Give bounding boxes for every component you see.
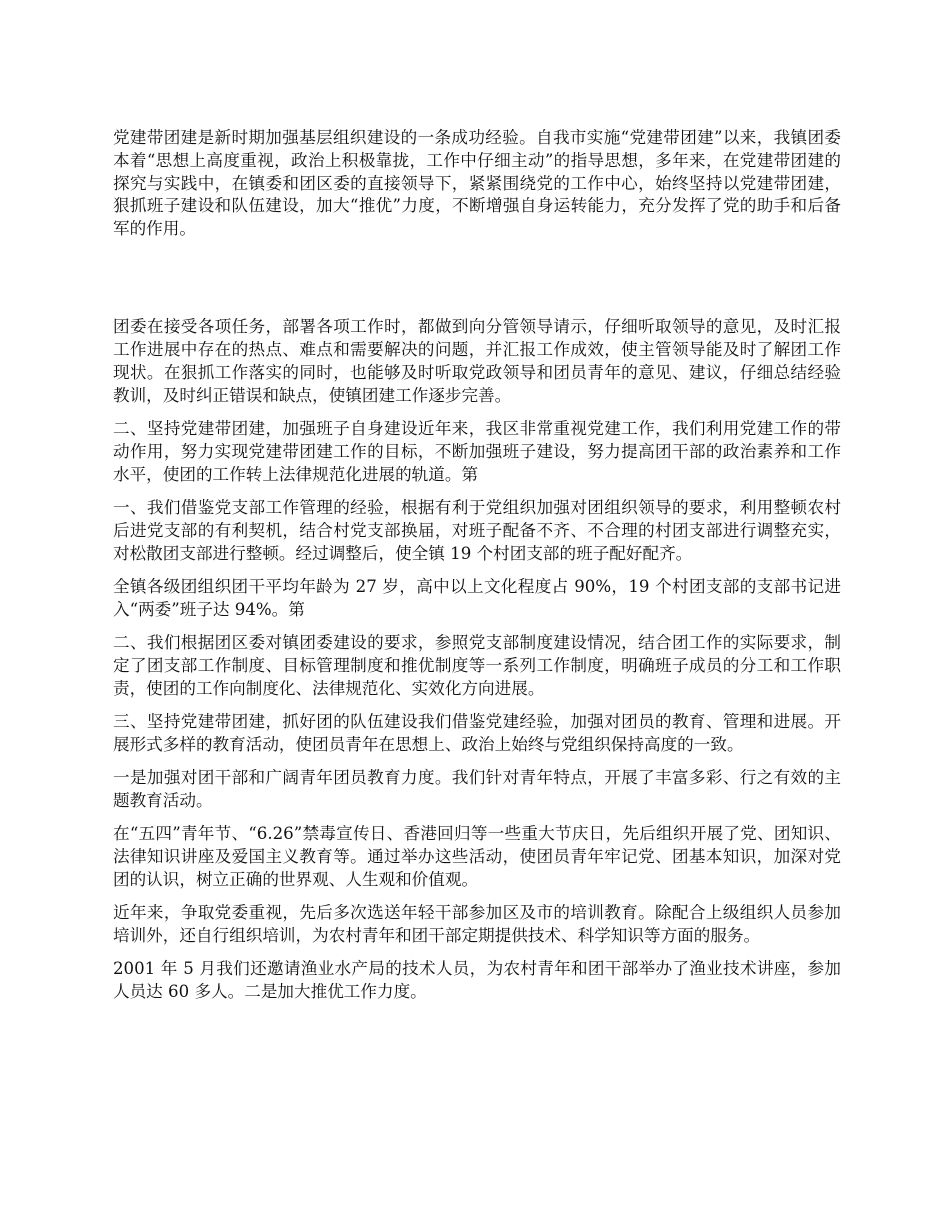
document-page [113,127,841,1014]
blank-gap [113,251,841,316]
paragraph-statistics: 全镇各级团组织团干平均年龄为 27 岁，高中以上文化程度占 90%，19 个村团支部的支部书记进入“两委”班子达 94%。第 [113,576,841,619]
paragraph-reporting: 团委在接受各项任务，部署各项工作时，都做到向分管领导请示，仔细听取领导的意见，及时汇报工作进展中存在的热点、难点和需要解决的问题，并汇报工作成效，使主管领导能及时了解团工作现状。在狠抓工作落实的同时，也能够及时听取党政领导和团员青年的意见、建议，仔细总结经验教训，及时纠正错误和缺点，使镇团建工作逐步完善。 [113,317,841,405]
paragraph-section-three: 三、坚持党建带团建，抓好团的队伍建设我们借鉴党建经验，加强对团员的教育、管理和进展。开展形式多样的教育活动，使团员青年在思想上、政治上始终与党组织保持高度的一致。 [113,711,841,754]
paragraph-activities: 在“五四”青年节、“6.26”禁毒宣传日、香港回归等一些重大节庆日，先后组织开展了党、团知识、法律知识讲座及爱国主义教育等。通过举办这些活动，使团员青年牢记党、团基本知识，加深对党团的认识，树立正确的世界观、人生观和价值观。 [113,824,841,889]
paragraph-item-two: 二、我们根据团区委对镇团委建设的要求，参照党支部制度建设情况，结合团工作的实际要求，制定了团支部工作制度、目标管理制度和推优制度等一系列工作制度，明确班子成员的分工和工作职责，使团的工作向制度化、法律规范化、实效化方向进展。 [113,633,841,698]
paragraph-item-one: 一、我们借鉴党支部工作管理的经验，根据有利于党组织加强对团组织领导的要求，利用整顿农村后进党支部的有利契机，结合村党支部换届，对班子配备不齐、不合理的村团支部进行调整充实，对松散团支部进行整顿。经过调整后，使全镇 19 个村团支部的班子配好配齐。 [113,498,841,563]
paragraph-training: 近年来，争取党委重视，先后多次选送年轻干部参加区及市的培训教育。除配合上级组织人员参加培训外，还自行组织培训，为农村青年和团干部定期提供技术、科学知识等方面的服务。 [113,903,841,945]
paragraph-intro: 党建带团建是新时期加强基层组织建设的一条成功经验。自我市实施“党建带团建”以来，我镇团委本着“思想上高度重视，政治上积极靠拢，工作中仔细主动”的指导思想，多年来，在党建带团建的探究与实践中，在镇委和团区委的直接领导下，紧紧围绕党的工作中心，始终坚持以党建带团建，狠抓班子建设和队伍建设，加大“推优”力度，不断增强自身运转能力，充分发挥了党的助手和后备军的作用。 [113,128,841,239]
paragraph-education: 一是加强对团干部和广阔青年团员教育力度。我们针对青年特点，开展了丰富多彩、行之有效的主题教育活动。 [113,768,841,810]
paragraph-fishery: 2001 年 5 月我们还邀请渔业水产局的技术人员，为农村青年和团干部举办了渔业技术讲座，参加人员达 60 多人。二是加大推优工作力度。 [113,959,841,1001]
paragraph-section-two: 二、坚持党建带团建，加强班子自身建设近年来，我区非常重视党建工作，我们利用党建工作的带动作用，努力实现党建带团建工作的目标，不断加强班子建设，努力提高团干部的政治素养和工作水平，使团的工作转上法律规范化进展的轨道。第 [113,419,841,484]
